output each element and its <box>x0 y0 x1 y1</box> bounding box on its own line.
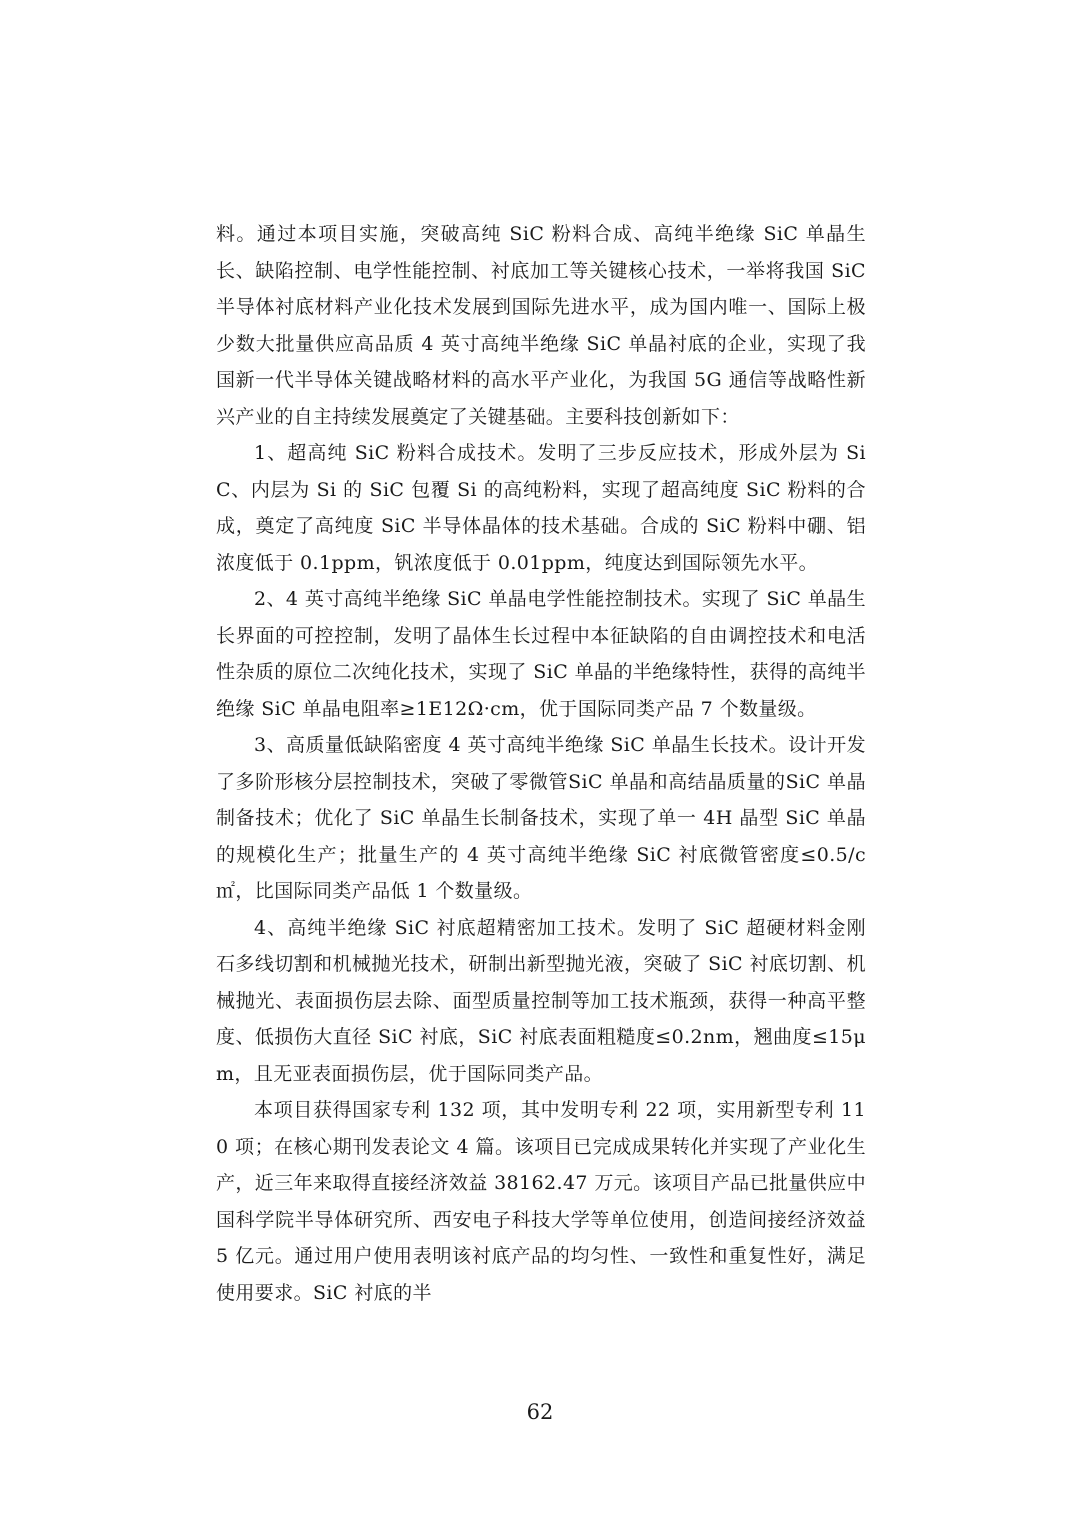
paragraph-innovation-2: 2、4 英寸高纯半绝缘 SiC 单晶电学性能控制技术。实现了 SiC 单晶生长界面的可控控制，发明了晶体生长过程中本征缺陷的自由调控技术和电活性杂质的原位二次纯化技术，实现了 SiC 单晶的半绝缘特性，获得的高纯半绝缘 SiC 单晶电阻率≥1E12Ω·cm，优于国际同类产品 7 个数量级。 <box>216 588 866 720</box>
paragraph-innovation-3: 3、高质量低缺陷密度 4 英寸高纯半绝缘 SiC 单晶生长技术。设计开发了多阶形核分层控制技术，突破了零微管SiC 单晶和高结晶质量的SiC 单晶制备技术；优化了 SiC 单晶生长制备技术，实现了单一 4H 晶型 SiC 单晶的规模化生产；批量生产的 4 英寸高纯半绝缘 SiC 衬底微管密度≤0.5/c㎡，比国际同类产品低 1 个数量级。 <box>216 734 866 902</box>
paragraph-innovation-1: 1、超高纯 SiC 粉料合成技术。发明了三步反应技术，形成外层为 SiC、内层为 Si 的 SiC 包覆 Si 的高纯粉料，实现了超高纯度 SiC 粉料的合成，奠定了高纯度 SiC 半导体晶体的技术基础。合成的 SiC 粉料中硼、铝浓度低于 0.1ppm，钒浓度低于 0.01ppm，纯度达到国际领先水平。 <box>216 442 866 574</box>
paragraph-achievements: 本项目获得国家专利 132 项，其中发明专利 22 项，实用新型专利 110 项；在核心期刊发表论文 4 篇。该项目已完成成果转化并实现了产业化生产，近三年来取得直接经济效益 38162.47 万元。该项目产品已批量供应中国科学院半导体研究所、西安电子科技大学等单位使用，创造间接经济效益 5 亿元。通过用户使用表明该衬底产品的均匀性、一致性和重复性好，满足使用要求。SiC 衬底的半 <box>216 1099 866 1304</box>
body-text <box>216 216 866 1311</box>
paragraph-innovation-4: 4、高纯半绝缘 SiC 衬底超精密加工技术。发明了 SiC 超硬材料金刚石多线切割和机械抛光技术，研制出新型抛光液，突破了 SiC 衬底切割、机械抛光、表面损伤层去除、面型质量控制等加工技术瓶颈，获得一种高平整度、低损伤大直径 SiC 衬底，SiC 衬底表面粗糙度≤0.2nm，翘曲度≤15μm，且无亚表面损伤层，优于国际同类产品。 <box>216 916 866 1085</box>
paragraph-intro-continuation: 料。通过本项目实施，突破高纯 SiC 粉料合成、高纯半绝缘 SiC 单晶生长、缺陷控制、电学性能控制、衬底加工等关键核心技术，一举将我国 SiC 半导体衬底材料产业化技术发展到国际先进水平，成为国内唯一、国际上极少数大批量供应高品质 4 英寸高纯半绝缘 SiC 单晶衬底的企业，实现了我国新一代半导体关键战略材料的高水平产业化，为我国 5G 通信等战略性新兴产业的自主持续发展奠定了关键基础。主要科技创新如下： <box>216 223 866 428</box>
page-number: 62 <box>526 1400 554 1424</box>
